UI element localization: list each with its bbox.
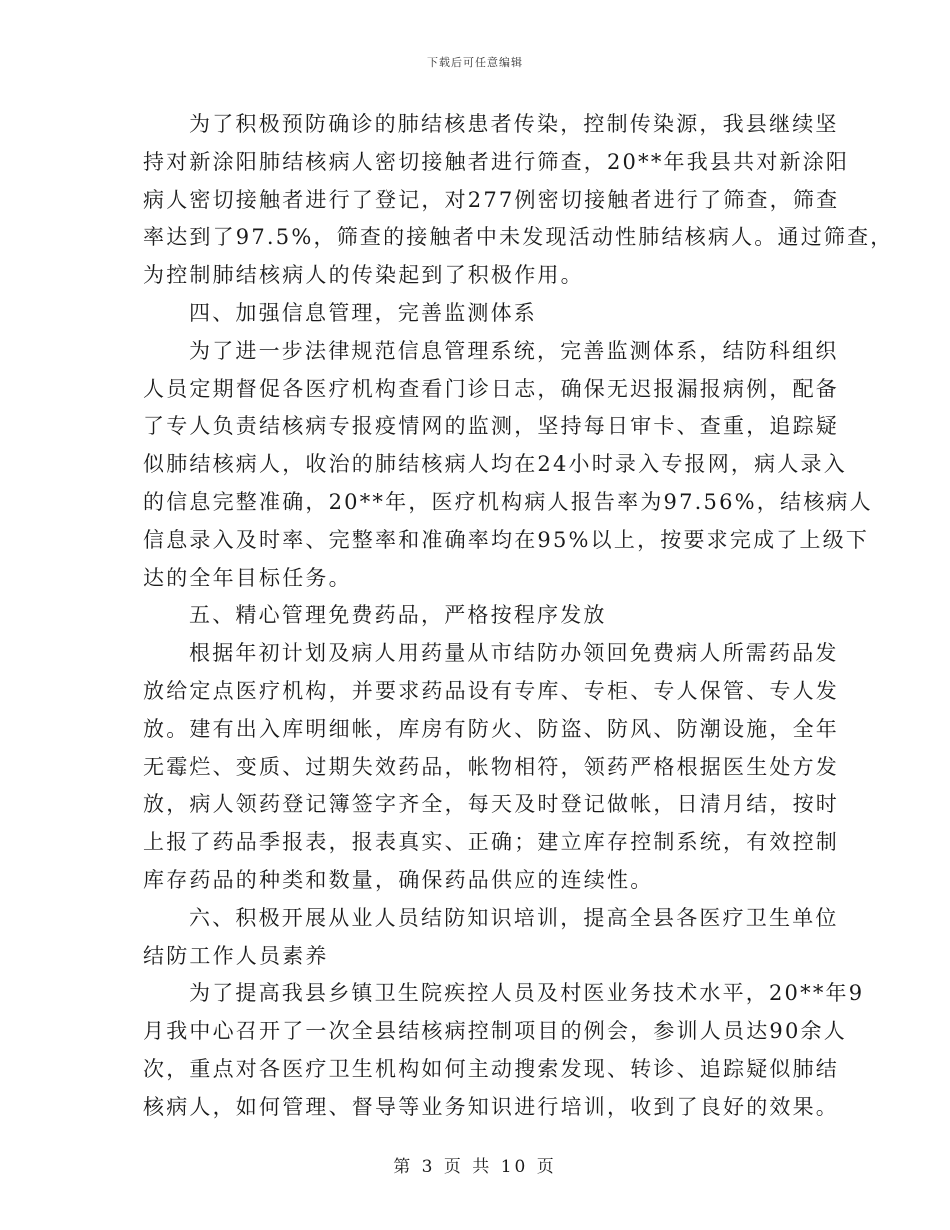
- document-body: [143, 106, 894, 1127]
- text-line: 的信息完整准确，20**年，医疗机构病人报告率为97.56%，结核病人: [143, 489, 873, 514]
- text-line: 了专人负责结核病专报疫情网的监测，坚持每日审卡、查重，追踪疑: [143, 414, 839, 439]
- text-line: 五、精心管理免费药品，严格按程序发放: [189, 603, 607, 628]
- page-header-note: 下载后可任意编辑: [427, 56, 523, 69]
- text-line: 为了进一步法律规范信息管理系统，完善监测体系，结防科组织: [189, 338, 839, 363]
- page-footer: 第 3 页 共 10 页: [393, 1157, 557, 1177]
- text-line: 为了提高我县乡镇卫生院疾控人员及村医业务技术水平，20**年9: [189, 981, 865, 1006]
- text-line: 似肺结核病人，收治的肺结核病人均在24小时录入专报网，病人录入: [143, 452, 847, 477]
- text-line: 库存药品的种类和数量，确保药品供应的连续性。: [143, 867, 654, 892]
- text-line: 人员定期督促各医疗机构查看门诊日志，确保无迟报漏报病例，配备: [143, 376, 839, 401]
- text-line: 信息录入及时率、完整率和准确率均在95%以上，按要求完成了上级下: [143, 527, 870, 552]
- text-line: 次，重点对各医疗卫生机构如何主动搜索发现、转诊、追踪疑似肺结: [143, 1056, 839, 1081]
- text-line: 六、积极开展从业人员结防知识培训，提高全县各医疗卫生单位: [189, 905, 839, 930]
- text-line: 四、加强信息管理，完善监测体系: [189, 300, 537, 325]
- text-line: 核病人，如何管理、督导等业务知识进行培训，收到了良好的效果。: [143, 1094, 839, 1119]
- text-line: 持对新涂阳肺结核病人密切接触者进行筛查，20**年我县共对新涂阳: [143, 149, 850, 174]
- text-line: 月我中心召开了一次全县结核病控制项目的例会，参训人员达90余人: [143, 1019, 847, 1044]
- text-line: 放给定点医疗机构，并要求药品设有专库、专柜、专人保管、专人发: [143, 678, 839, 703]
- text-line: 上报了药品季报表，报表真实、正确；建立库存控制系统，有效控制: [143, 830, 839, 855]
- text-line: 结防工作人员素养: [143, 943, 329, 968]
- text-line: 达的全年目标任务。: [143, 565, 352, 590]
- text-line: 率达到了97.5%，筛查的接触者中未发现活动性肺结核病人。通过筛查，: [143, 225, 894, 250]
- text-line: 为控制肺结核病人的传染起到了积极作用。: [143, 263, 584, 288]
- text-line: 无霉烂、变质、过期失效药品，帐物相符，领药严格根据医生处方发: [143, 754, 839, 779]
- text-line: 病人密切接触者进行了登记，对277例密切接触者进行了筛查，筛查: [143, 187, 840, 212]
- text-line: 为了积极预防确诊的肺结核患者传染，控制传染源，我县继续坚: [189, 112, 839, 136]
- text-line: 放。建有出入库明细帐，库房有防火、防盗、防风、防潮设施，全年: [143, 716, 839, 741]
- text-line: 根据年初计划及病人用药量从市结防办领回免费病人所需药品发: [189, 641, 839, 666]
- text-line: 放，病人领药登记簿签字齐全，每天及时登记做帐，日清月结，按时: [143, 792, 839, 817]
